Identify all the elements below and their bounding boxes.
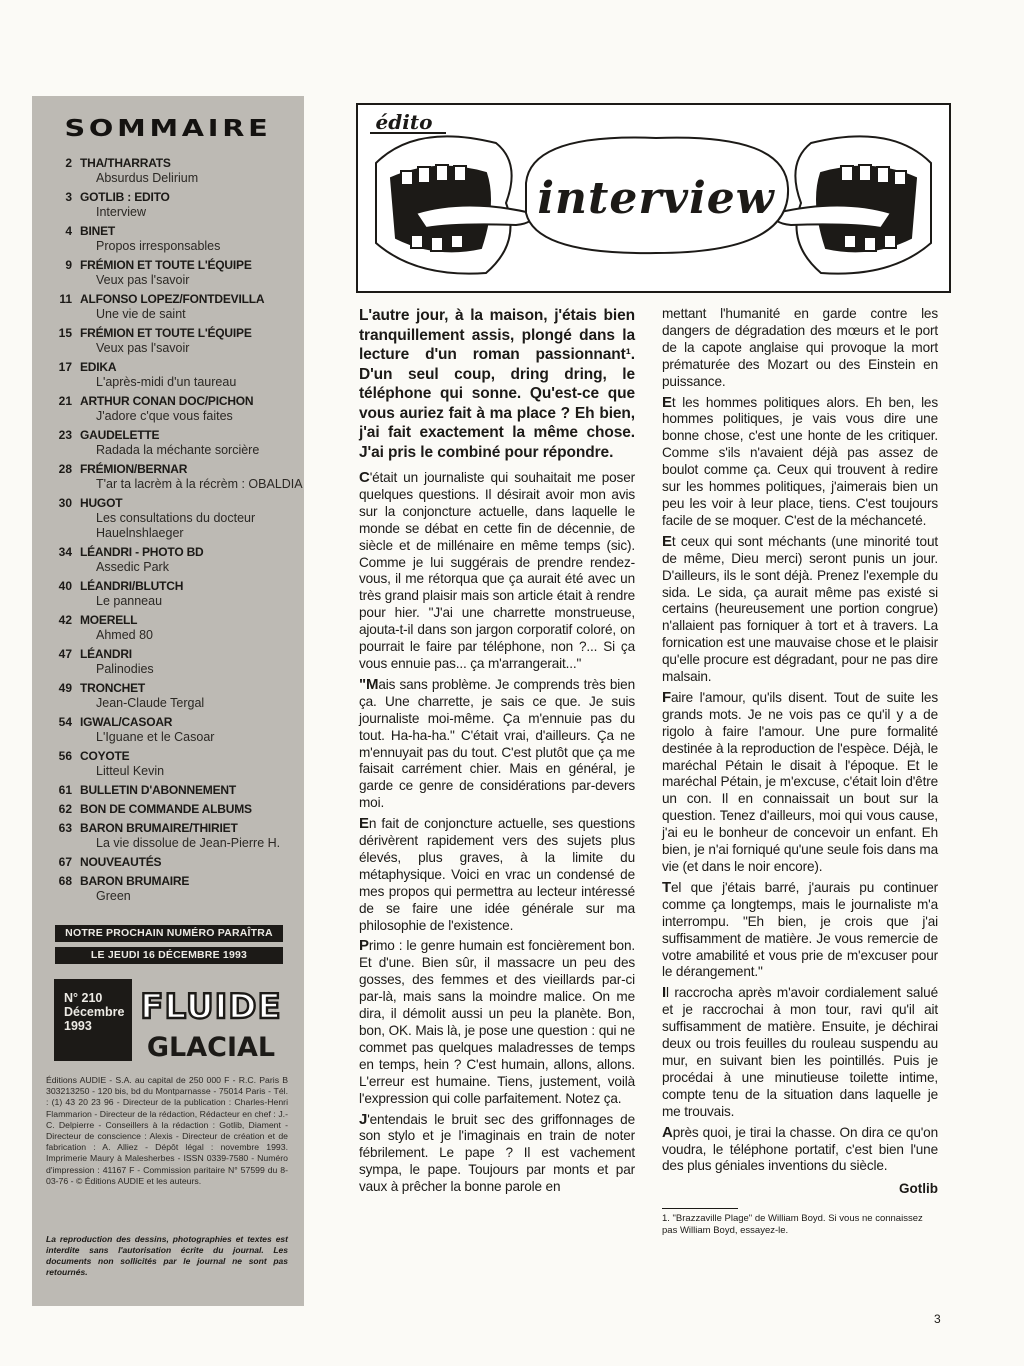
table-of-contents (50, 156, 304, 908)
paragraph-initial: E (662, 393, 672, 411)
logo-line2: GLACIAL (146, 1032, 276, 1062)
issue-info-box (54, 979, 132, 1061)
toc-item (50, 190, 304, 220)
toc-subtitle: Litteul Kevin (96, 764, 165, 778)
toc-page-number: 62 (58, 802, 72, 816)
toc-subtitle: Ahmed 80 (96, 628, 153, 642)
column-2-paragraphs (662, 306, 938, 1175)
toc-page-number: 61 (58, 783, 72, 797)
toc-subtitle: Palinodies (96, 662, 154, 676)
toc-subtitle: J'adore c'que vous faites (96, 409, 233, 423)
toc-item (50, 647, 304, 677)
article-paragraph (662, 534, 938, 686)
toc-page-number: 54 (58, 715, 72, 729)
toc-subtitle: L'Iguane et le Casoar (96, 730, 215, 744)
toc-title: LÉANDRI/BLUTCH (80, 579, 184, 593)
toc-subtitle: Une vie de saint (96, 307, 186, 321)
article-paragraph (359, 938, 635, 1107)
toc-page-number: 9 (65, 258, 72, 272)
page-number: 3 (934, 1312, 941, 1326)
paragraph-text: t les hommes politiques alors. Eh ben, les hommes politiques, je vais vous dire une bonne chose, c'est une honte de les critiquer. Comme s'ils n'avaient déjà pas assez de boulot comme ça. Ceux qui trouvent à redire sur les hommes politiques, j'aimerais bien un peu les voir à leur place, tiens. C'est toujours facile de se moquer. C'est de la méchanceté. (662, 394, 938, 528)
toc-item (50, 360, 304, 390)
toc-title: GOTLIB : EDITO (80, 190, 170, 204)
toc-item (50, 874, 304, 904)
issue-number: N° 210 (64, 991, 103, 1005)
toc-title: BARON BRUMAIRE/THIRIET (80, 821, 238, 835)
toc-item (50, 428, 304, 458)
toc-title: FRÉMION/BERNAR (80, 462, 188, 476)
paragraph-text: ais sans problème. Je comprends très bien ça. Une charrette, je sais ce que. Je suis journaliste moi-même. Ça m'ennuie pas du tout. Ha-ha-ha." C'était vrai, d'ailleurs. Ça ne m'ennuyait pas du tout. C'est plutôt que ça me faisait carrément chier. Mais en général, je garde ce genre de considérations par-devers moi. (359, 676, 635, 811)
toc-page-number: 11 (59, 292, 72, 306)
toc-item (50, 613, 304, 643)
toc-page-number: 28 (58, 462, 72, 476)
toc-item (50, 821, 304, 851)
toc-title: BARON BRUMAIRE (80, 874, 190, 888)
toc-page-number: 23 (58, 428, 72, 442)
toc-title: EDIKA (80, 360, 117, 374)
article-paragraph (662, 880, 938, 981)
article-paragraph (662, 690, 938, 876)
toc-subtitle: Green (96, 889, 131, 903)
toc-item (50, 855, 304, 870)
toc-page-number: 30 (58, 496, 72, 510)
paragraph-initial: F (662, 688, 672, 706)
next-issue-date-banner: LE JEUDI 16 DÉCEMBRE 1993 (55, 947, 283, 964)
toc-title: BULLETIN D'ABONNEMENT (80, 783, 236, 797)
edito-label: édito (375, 110, 433, 134)
paragraph-text: près quoi, je tirai la chasse. On dira ce qu'on voudra, le téléphone portatif, c'est bien l'une des plus géniales inventions du siècle. (662, 1124, 938, 1174)
toc-item (50, 292, 304, 322)
toc-page-number: 47 (58, 647, 72, 661)
toc-title: MOERELL (80, 613, 138, 627)
toc-page-number: 21 (58, 394, 72, 408)
toc-page-number: 63 (58, 821, 72, 835)
toc-title: NOUVEAUTÉS (80, 855, 162, 869)
toc-title: THA/THARRATS (80, 156, 171, 170)
fluide-glacial-logo (138, 976, 284, 1062)
paragraph-initial: T (662, 878, 672, 896)
reproduction-notice: La reproduction des dessins, photographies et textes est interdite sans l'autorisation écrite du journal. Les documents non sollicités par le journal ne sont pas retournés. (46, 1234, 288, 1277)
toc-subtitle: Le panneau (96, 594, 163, 608)
footnote-rule (662, 1208, 738, 1209)
paragraph-text: 'entendais le bruit sec des griffonnages de son stylo et je l'imaginais en train de noter fébrilement. Le pape ? Il est vachement sympa, le pape. Toujours par monts et par vaux à prêcher la bonne parole en (359, 1111, 635, 1195)
issue-year: 1993 (64, 1019, 92, 1033)
toc-title: LÉANDRI (80, 647, 132, 661)
toc-page-number: 42 (58, 613, 72, 627)
paragraph-text: mettant l'humanité en garde contre les dangers de dégradation des mœurs et le port de la capote anglaise qui provoque la mort prématurée des Mozart ou des Einstein en puissance. (662, 306, 938, 389)
edito-interview-illustration (356, 103, 951, 293)
toc-page-number: 15 (58, 326, 72, 340)
paragraph-initial: I (662, 984, 667, 1002)
interview-title: interview (537, 173, 775, 224)
toc-subtitle: Propos irresponsables (96, 239, 221, 253)
toc-item (50, 496, 304, 541)
toc-title: LÉANDRI - PHOTO BD (80, 545, 204, 559)
paragraph-text: 'était un journaliste qui souhaitait me poser quelques questions. Il désirait avoir mon avis sur la conjoncture actuelle, dans laquelle le monde se débat en cette fin de décennie, de siècle et de millénaire en même temps (sic). Comme je lui suggérais de prendre rendez-vous, il me rétorqua que ça aurait été avec un très grand plaisir mais son article était à rendre pour hier. "J'ai une charrette monstrueuse, ajouta-t-il dans son jargon corporatif coloré, on pourrait le faire par téléphone, non ?... Si ça vous ennuie pas... ça m'arrangerait..." (359, 470, 635, 671)
toc-subtitle: Jean-Claude Tergal (96, 696, 205, 710)
toc-item (50, 156, 304, 186)
toc-subtitle: Veux pas l'savoir (96, 273, 190, 287)
article-lead: L'autre jour, à la maison, j'étais bien tranquillement assis, plongé dans la lecture d'un roman passionnant¹. D'un seul coup, dring dring, le téléphone qui sonne. Qu'est-ce que vous auriez fait à ma place ? Eh bien, j'ai fait exactement la même chose. J'ai pris le combiné pour répondre. (359, 307, 635, 461)
column-1-paragraphs (359, 470, 635, 1196)
paragraph-text: el que j'étais barré, j'aurais pu continuer comme ça longtemps, mais le journaliste m'a interrompu. "Eh bien, je crois que j'ai suffisamment de matière. Je vous remercie de votre amabilité et vous prie de m'excuser pour le dérangement." (662, 879, 938, 980)
paragraph-initial: E (359, 815, 369, 833)
publisher-credits: Éditions AUDIE - S.A. au capital de 250 000 F - R.C. Paris B 303213250 - 120 bis, bd du Montparnasse - 75014 Paris - Tél. : (1) 43 20 23 96 - Directeur de la publication : Charles-Henri Flammarion - Directeur de la rédaction, Rédacteur en chef : J.-C. Delpierre - Conseillers à la rédaction : Gotlib, Diament - Directeur de conscience : Alexis - Directeur de création et de fabrication : A. Alliez - Dépôt légal : novembre 1993. Imprimerie Maury à Malesherbes - ISSN 0339-7580 - Numéro d'impression : 41167 F - Commission paritaire N° 57599 du 8-03-76 - © Éditions AUDIE et les auteurs. (46, 1075, 288, 1186)
article-column-2 (662, 306, 938, 1237)
toc-subtitle: Interview (96, 205, 147, 219)
toc-subtitle: Veux pas l'savoir (96, 341, 190, 355)
paragraph-text: n fait de conjoncture actuelle, ses questions dérivèrent rapidement vers des sujets plus élevés, plus graves, à la limite du métaphysique. Voici en vrac un condensé de mes propos qui permettra au lecteur intéressé de se faire une idée générale sur ma philosophie de l'existence. (359, 816, 635, 933)
toc-subtitle: Les consultations du docteur Hauelnshlaeger (96, 511, 256, 540)
toc-page-number: 2 (65, 156, 72, 170)
toc-page-number: 49 (58, 681, 72, 695)
toc-subtitle: Absurdus Delirium (96, 171, 199, 185)
article-paragraph (359, 677, 635, 812)
paragraph-initial: A (662, 1123, 673, 1141)
toc-page-number: 68 (58, 874, 72, 888)
toc-title: ALFONSO LOPEZ/FONTDEVILLA (80, 292, 265, 306)
toc-subtitle: T'ar ta lacrèm à la récrèm : OBALDIA (96, 477, 303, 491)
paragraph-text: l raccrocha après m'avoir cordialement salué et je raccrochai à mon tour, ravi qu'il ait suffisamment de matière. Ensuite, je déchirai deux ou trois feuilles du rouleau suspendu au mur, en suivant bien les pointillés. Puis je procédai à une minutieuse toilette intime, compte tenu de la situation dans laquelle je me trouvais. (662, 985, 938, 1119)
toc-title: TRONCHET (80, 681, 146, 695)
article-paragraph (359, 816, 635, 934)
paragraph-text: rimo : le genre humain est foncièrement bon. Et d'une. Bien sûr, il massacre un peu des gosses, des femmes et des vieillards par-ci par-là, mais sans la moindre malice. On me dira, il démolit aussi un peu la planète. Bon, bon, OK. Mais là, je pose une question : qui ne commet pas quelques maladresses de temps en temps, hein ? C'est humain, allons, allons. L'erreur est humaine. Tiens, justement, voilà l'expression qui colle parfaitement. Notez ça. (359, 938, 635, 1106)
toc-item (50, 579, 304, 609)
article-paragraph (359, 470, 635, 673)
paragraph-text: t ceux qui sont méchants (une minorité tout de même, Dieu merci) seront punis un jour. D'ailleurs, ils le sont déjà. Prenez l'exemple du sida. Le sida, ça aurait même pas existé si certains (heureusement une portion congrue) n'allaient pas forniquer à tort et à travers. La fornication est une mauvaise chose et le plaisir qu'elle procure est dégradant, pour ne pas dire malsain. (662, 533, 938, 685)
toc-item (50, 326, 304, 356)
toc-page-number: 56 (58, 749, 72, 763)
toc-item (50, 462, 304, 492)
article-paragraph (662, 306, 938, 391)
toc-item (50, 681, 304, 711)
toc-item (50, 224, 304, 254)
toc-item (50, 394, 304, 424)
paragraph-initial: "M (359, 675, 379, 693)
toc-item (50, 783, 304, 798)
footnote: 1. "Brazzaville Plage" de William Boyd. Si vous ne connaissez pas William Boyd, essayez-le. (662, 1213, 923, 1237)
toc-title: COYOTE (80, 749, 130, 763)
toc-item (50, 749, 304, 779)
toc-title: FRÉMION ET TOUTE L'ÉQUIPE (80, 326, 252, 340)
logo-line1: FLUIDE (140, 987, 282, 1027)
toc-title: ARTHUR CONAN DOC/PICHON (80, 394, 254, 408)
toc-subtitle: Assedic Park (96, 560, 169, 574)
paragraph-text: aire l'amour, qu'ils disent. Tout de suite les grands mots. Je ne vois pas ce qu'il y a de rigolo à faire l'amour. Une pure formalité destinée à la reproduction de l'espèce. Déjà, le maréchal Pétain le disait à l'époque. Et le maréchal Pétain, je m'excuse, c'était loin d'être un con. Il en connaissait un bout sur la question. Tenez d'ailleurs, moi qui vous cause, j'ai eu le bonheur de concevoir un enfant. Eh bien, je n'ai forniqué qu'une seule fois dans ma vie (et dans le noir encore). (662, 689, 938, 874)
paragraph-initial: E (662, 532, 672, 550)
toc-title: IGWAL/CASOAR (80, 715, 173, 729)
article-paragraph (662, 395, 938, 530)
toc-item (50, 258, 304, 288)
toc-item (50, 715, 304, 745)
toc-page-number: 34 (58, 545, 72, 559)
toc-item (50, 545, 304, 575)
toc-page-number: 40 (58, 579, 72, 593)
article-column-1 (359, 306, 635, 1200)
issue-month: Décembre (64, 1005, 125, 1019)
toc-title: FRÉMION ET TOUTE L'ÉQUIPE (80, 258, 252, 272)
article-paragraph (662, 1125, 938, 1176)
toc-subtitle: Radada la méchante sorcière (96, 443, 260, 457)
toc-title: BON DE COMMANDE ALBUMS (80, 802, 252, 816)
next-issue-banner: NOTRE PROCHAIN NUMÉRO PARAÎTRA (55, 925, 283, 942)
toc-title: HUGOT (80, 496, 123, 510)
author-signature: Gotlib (899, 1181, 938, 1197)
toc-page-number: 4 (65, 224, 72, 238)
paragraph-initial: C (359, 469, 370, 486)
toc-page-number: 3 (65, 190, 72, 204)
toc-title: BINET (80, 224, 116, 238)
paragraph-initial: J (359, 1110, 368, 1128)
sommaire-title: SOMMAIRE (64, 116, 272, 142)
toc-subtitle: L'après-midi d'un taureau (96, 375, 237, 389)
article-paragraph (359, 1112, 635, 1197)
article-paragraph (662, 985, 938, 1120)
toc-page-number: 17 (58, 360, 72, 374)
toc-subtitle: La vie dissolue de Jean-Pierre H. (96, 836, 281, 850)
sommaire-sidebar (32, 96, 304, 1306)
toc-page-number: 67 (58, 855, 72, 869)
paragraph-initial: P (359, 937, 369, 955)
toc-title: GAUDELETTE (80, 428, 160, 442)
toc-item (50, 802, 304, 817)
